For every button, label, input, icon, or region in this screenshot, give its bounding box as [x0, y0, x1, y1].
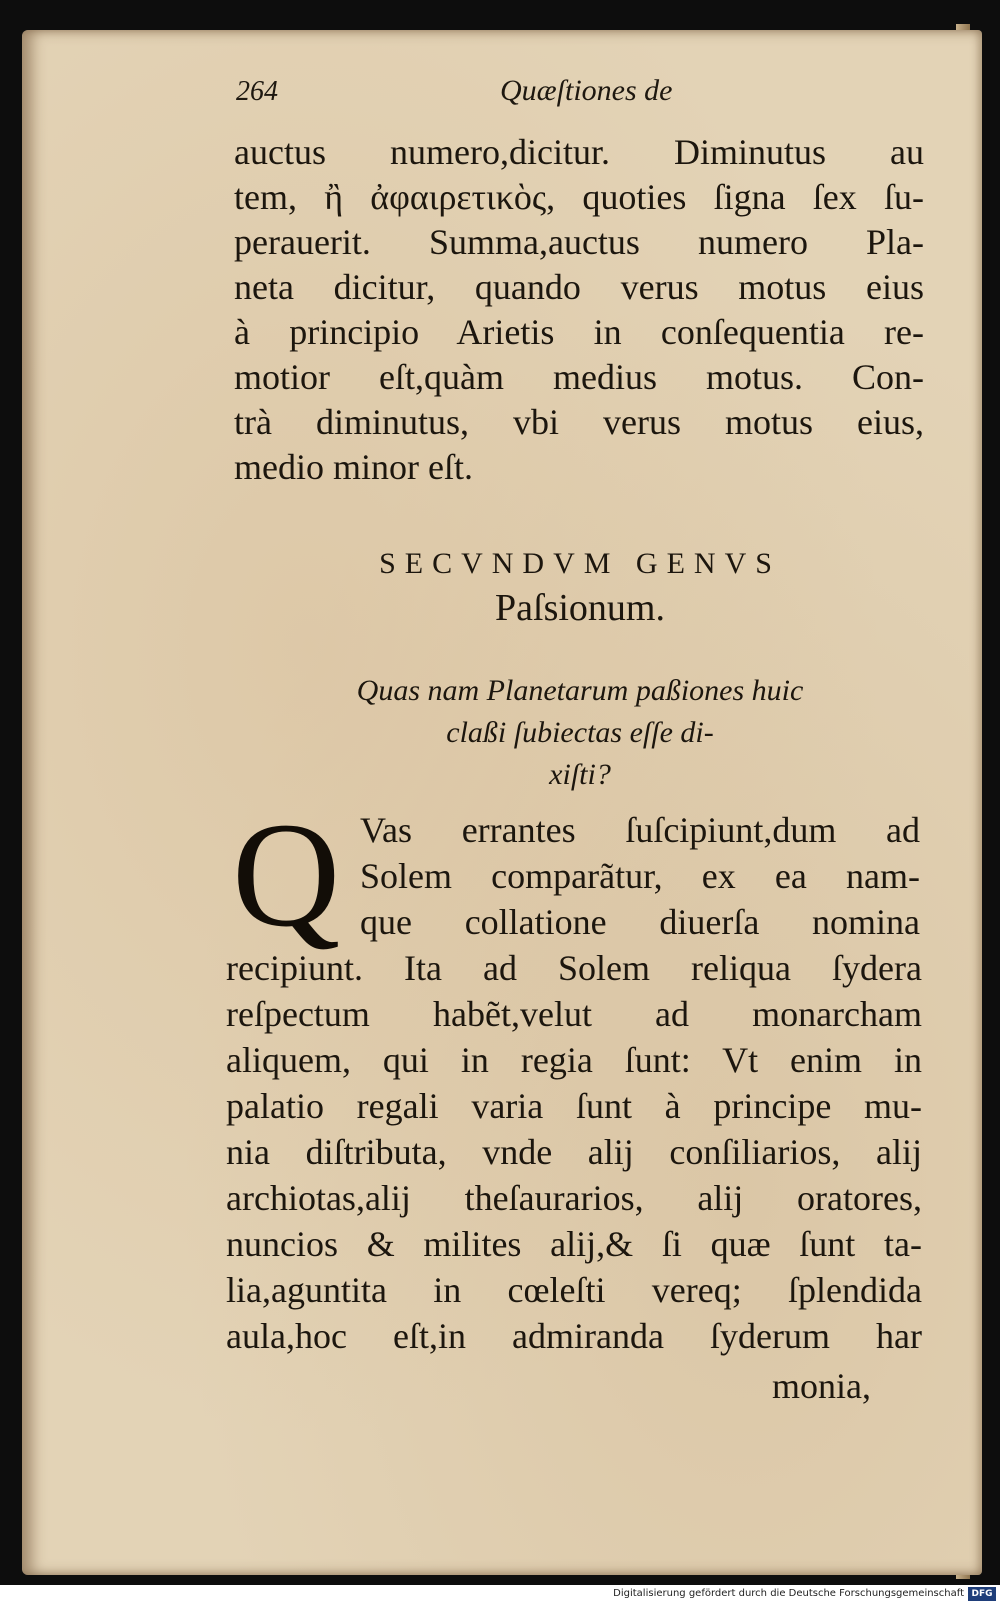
text-line: Vas errantes ſuſcipiunt,dum ad: [360, 810, 920, 850]
text-line: aliquem, qui in regia ſunt: Vt enim in: [226, 1040, 922, 1080]
section-subheading: Paſsionum.: [495, 587, 665, 629]
text-line: auctus numero,dicitur. Diminutus au: [234, 132, 924, 172]
text-line: palatio regali varia ſunt à principe mu-: [226, 1086, 922, 1126]
text-line: archiotas,alij theſaurarios, alij oratores,: [226, 1178, 922, 1218]
question-line: xiſti?: [549, 758, 611, 791]
text-line: nia diſtributa, vnde alij conſiliarios, alij: [226, 1132, 922, 1172]
text-line: neta dicitur, quando verus motus eius: [234, 267, 924, 307]
text-line: trà diminutus, vbi verus motus eius,: [234, 402, 924, 442]
question-line: Quas nam Planetarum paßiones huic: [356, 674, 804, 707]
text-line: Solem comparãtur, ex ea nam-: [360, 856, 920, 896]
footer-credit: Digitalisierung gefördert durch die Deutsche Forschungsgemeinschaft: [613, 1588, 964, 1599]
text-line: nuncios & milites alij,& ſi quæ ſunt ta-: [226, 1224, 922, 1264]
dfg-logo: DFG: [968, 1587, 996, 1601]
page-number: 264: [236, 76, 278, 107]
drop-cap: Q: [232, 792, 341, 958]
running-title: Quæſtiones de: [500, 74, 673, 107]
text-line: lia,aguntita in cœleſti vereq; ſplendida: [226, 1270, 922, 1310]
text-line: à principio Arietis in conſequentia re-: [234, 312, 924, 352]
text-line: medio minor eſt.: [234, 447, 473, 487]
text-line: motior eſt,quàm medius motus. Con-: [234, 357, 924, 397]
text-line: perauerit. Summa,auctus numero Pla-: [234, 222, 924, 262]
text-line: recipiunt. Ita ad Solem reliqua ſydera: [226, 948, 922, 988]
text-line: aula,hoc eſt,in admiranda ſyderum har: [226, 1316, 922, 1356]
question-line: claßi ſubiectas eſſe di-: [446, 716, 714, 749]
text-line: tem, ἢ ἀφαιρετικὸς, quoties ſigna ſex ſu-: [234, 177, 924, 217]
catchword: monia,: [772, 1366, 871, 1406]
text-line: reſpectum habẽt,velut ad monarcham: [226, 994, 922, 1034]
text-line: que collatione diuerſa nomina: [360, 902, 920, 942]
section-heading: SECVNDVM GENVS: [379, 547, 781, 580]
